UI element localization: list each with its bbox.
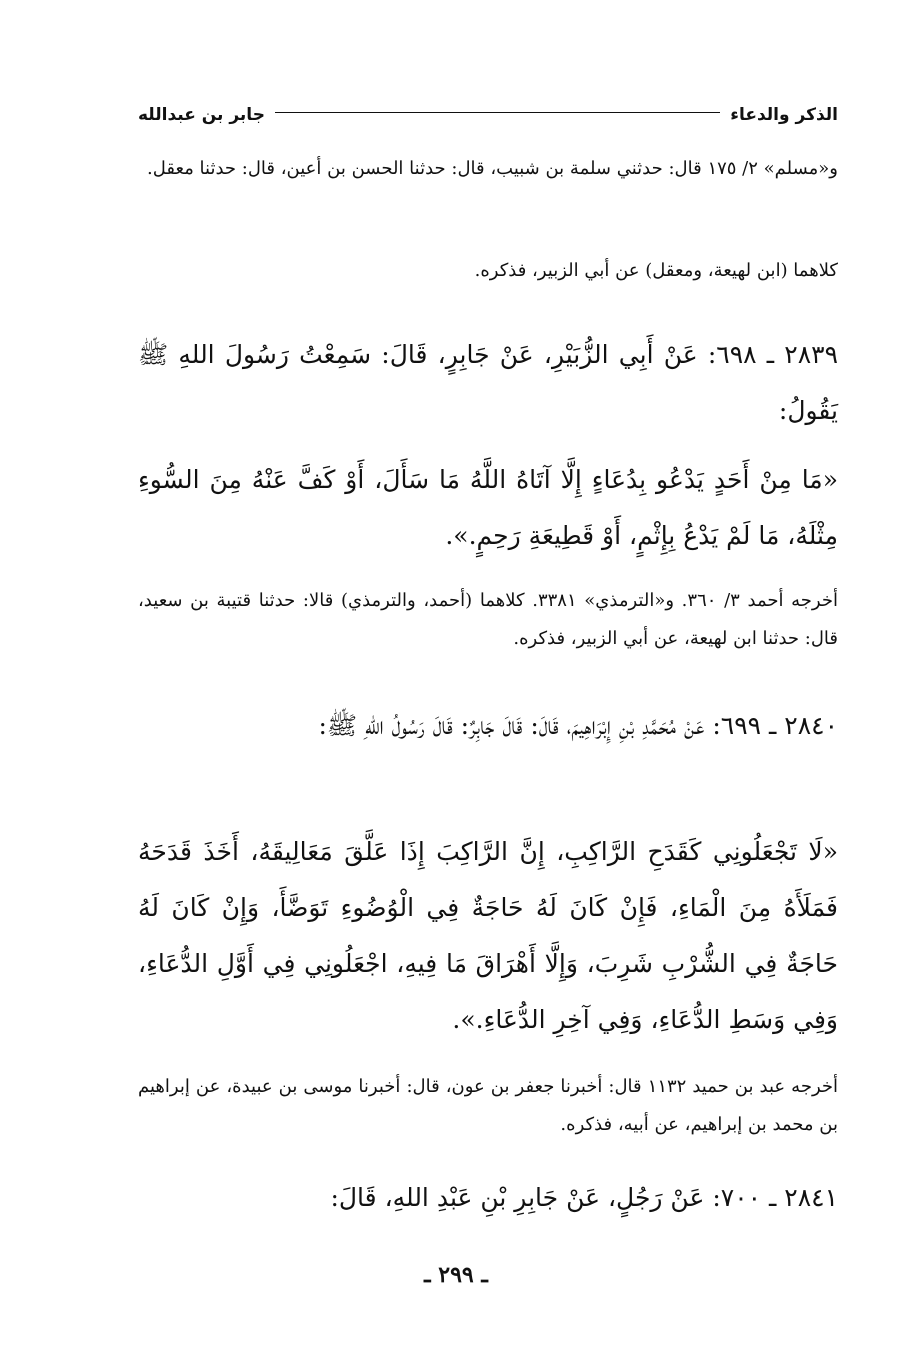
hadith-text-2840: «لَا تَجْعَلُونِي كَقَدَحِ الرَّاكِبِ، إِنَّ الرَّاكِبَ إِذَا عَلَّقَ مَعَالِيقَهُ، أَخَذَ قَدَحَهُ فَمَلَأَهُ مِنَ الْمَاءِ، فَإِنْ كَانَ لَهُ حَاجَةٌ فِي الْوُضُوءِ تَوَضَّأَ، وَإِنْ كَانَ لَهُ حَاجَةٌ فِي الشُّرْبِ شَرِبَ، وَإِلَّا أَهْرَاقَ مَا فِيهِ، اجْعَلُونِي فِي أَوَّلِ الدُّعَاءِ، وَفِي وَسَطِ الدُّعَاءِ، وَفِي آخِرِ الدُّعَاءِ.».: [138, 837, 838, 1034]
header-section-title: جابر بن عبدالله: [138, 105, 265, 125]
running-header: [138, 100, 838, 130]
hadith-heading-2841: ٢٨٤١ ـ ٧٠٠: عَنْ رَجُلٍ، عَنْ جَابِرِ بْنِ عَبْدِ اللهِ، قَالَ:: [330, 1183, 838, 1212]
hadith-text-2839: «مَا مِنْ أَحَدٍ يَدْعُو بِدُعَاءٍ إِلَّا آتَاهُ اللَّهُ مَا سَأَلَ، أَوْ كَفَّ عَنْهُ مِنَ السُّوءِ مِثْلَهُ، مَا لَمْ يَدْعُ بِإِثْمٍ، أَوْ قَطِيعَةِ رَحِمٍ.».: [138, 465, 838, 550]
header-rule: [275, 112, 720, 113]
page-number: ـ ٢٩٩ ـ: [424, 1262, 488, 1288]
takhrij-2840: أخرجه عبد بن حميد ١١٣٢ قال: أخبرنا جعفر بن عون، قال: أخبرنا موسى بن عبيدة، عن إبراهيم بن محمد بن إبراهيم، عن أبيه، فذكره.: [138, 1076, 838, 1135]
source-note-2: كلاهما (ابن لهيعة، ومعقل) عن أبي الزبير، فذكره.: [474, 260, 838, 281]
source-note-1: و«مسلم» ٢/ ١٧٥ قال: حدثني سلمة بن شبيب، قال: حدثنا الحسن بن أعين، قال: حدثنا معقل.: [147, 158, 838, 179]
header-chapter-title: الذكر والدعاء: [730, 105, 838, 125]
hadith-heading-2840: ٢٨٤٠ ـ ٦٩٩: عَنْ مُحَمَّدِ بْنِ إِبْرَاهِيمَ، قَالَ: قَالَ جَابِرٌ: قَالَ رَسُولُ اللهِ ﷺ:: [318, 711, 838, 740]
hadith-heading-2839: ٢٨٣٩ ـ ٦٩٨: عَنْ أَبِي الزُّبَيْرِ، عَنْ جَابِرٍ، قَالَ: سَمِعْتُ رَسُولَ اللهِ ﷺ يَقُولُ:: [138, 340, 838, 425]
takhrij-2839: أخرجه أحمد ٣/ ٣٦٠. و«الترمذي» ٣٣٨١. كلاهما (أحمد، والترمذي) قالا: حدثنا قتيبة بن سعيد، قال: حدثنا ابن لهيعة، عن أبي الزبير، فذكره.: [138, 590, 838, 649]
